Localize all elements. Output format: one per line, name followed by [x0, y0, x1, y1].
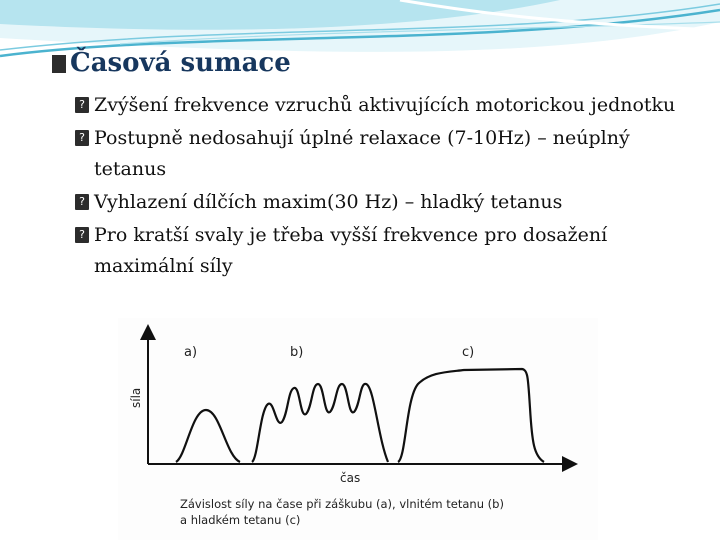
bullet-text: Zvýšení frekvence vzruchů aktivujících motorickou jednotku [94, 94, 676, 116]
twitch-curve [176, 410, 240, 462]
y-axis-label: síla [129, 387, 143, 408]
figure-caption-line1: Závislost síly na čase při záškubu (a), vlnitém tetanu (b) [180, 497, 504, 511]
bullet-icon: ? [75, 97, 89, 113]
bullet-item [75, 90, 695, 121]
panel-label-c: c) [462, 345, 475, 360]
bullet-icon: ? [75, 130, 89, 146]
bullet-list [75, 90, 695, 284]
bullet-icon: ? [75, 227, 89, 243]
figure-caption-line2: a hladkém tetanu (c) [180, 513, 301, 527]
tetanus-diagram [118, 318, 598, 540]
bullet-text: Vyhlazení dílčích maxim(30 Hz) – hladký tetanus [94, 191, 563, 213]
unfused-tetanus-curve [252, 384, 388, 462]
slide-title [52, 48, 291, 78]
panel-label-a: a) [184, 345, 198, 360]
panel-label-b: b) [290, 345, 304, 360]
bullet-item [75, 187, 695, 218]
bullet-icon: ? [75, 194, 89, 210]
bullet-text: Pro kratší svaly je třeba vyšší frekvence pro dosažení maximální síly [94, 224, 608, 277]
tetanus-figure [118, 318, 598, 540]
x-axis-label: čas [340, 471, 361, 485]
bullet-text: Postupně nedosahují úplné relaxace (7-10Hz) – neúplný tetanus [94, 127, 630, 180]
bullet-item [75, 123, 695, 185]
fused-tetanus-curve [398, 369, 544, 462]
bullet-item [75, 220, 695, 282]
title-bullet-icon [52, 55, 66, 73]
slide-title-text: Časová sumace [70, 48, 291, 78]
